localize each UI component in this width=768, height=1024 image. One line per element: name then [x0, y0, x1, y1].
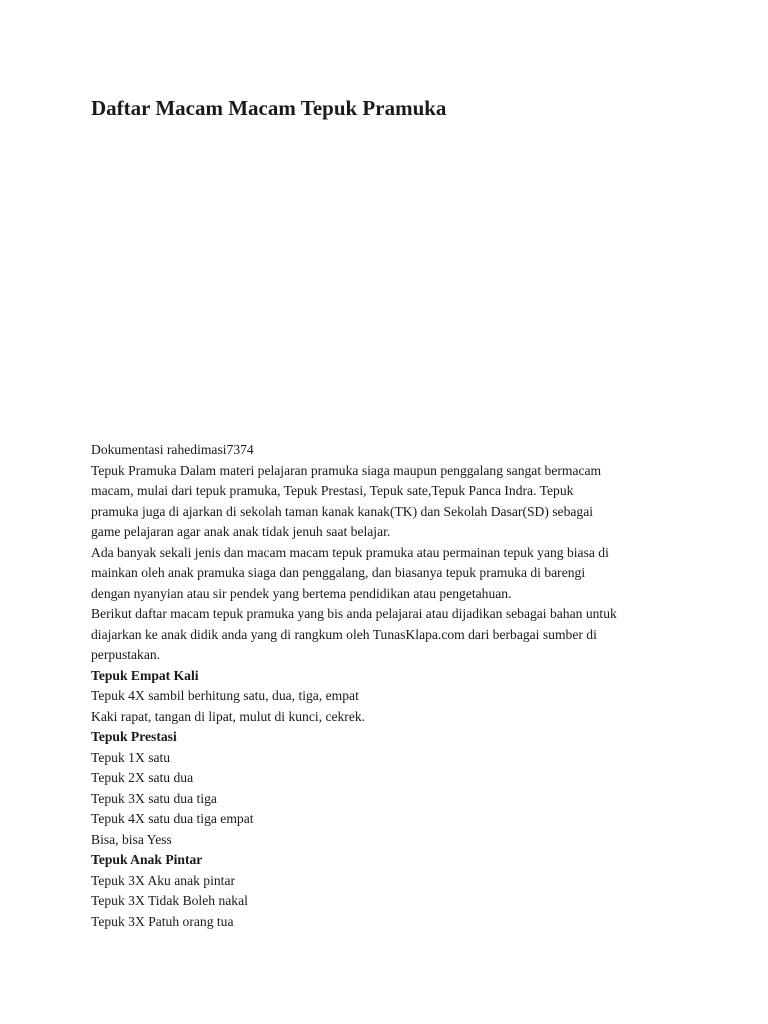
document-body: [91, 440, 691, 932]
section-line: Tepuk 3X Patuh orang tua: [91, 913, 234, 929]
section-line: Bisa, bisa Yess: [91, 831, 172, 847]
section-line: Tepuk 4X sambil berhitung satu, dua, tiga, empat: [91, 688, 359, 703]
section-heading: Tepuk Anak Pintar: [91, 852, 203, 867]
paragraph-line: perpustakan.: [91, 647, 161, 662]
paragraph-line: game pelajaran agar anak anak tidak jenuh saat belajar.: [91, 524, 391, 539]
section-line: Tepuk 3X satu dua tiga: [91, 790, 217, 806]
section-line: Tepuk 3X Tidak Boleh nakal: [91, 893, 248, 908]
section-heading: Tepuk Empat Kali: [91, 667, 199, 683]
paragraph-line: Ada banyak sekali jenis dan macam macam tepuk pramuka atau permainan tepuk yang biasa di: [91, 544, 609, 560]
page-title: Daftar Macam Macam Tepuk Pramuka: [91, 96, 447, 120]
paragraph-line: mainkan oleh anak pramuka siaga dan penggalang, dan biasanya tepuk pramuka di barengi: [91, 565, 586, 580]
section-line: Tepuk 4X satu dua tiga empat: [91, 811, 254, 826]
section-line: Kaki rapat, tangan di lipat, mulut di kunci, cekrek.: [91, 708, 366, 724]
paragraph-line: diajarkan ke anak didik anda yang di rangkum oleh TunasKlapa.com dari berbagai sumber di: [91, 626, 597, 642]
paragraph-line: Tepuk Pramuka Dalam materi pelajaran pramuka siaga maupun penggalang sangat bermacam: [91, 462, 602, 478]
paragraph-line: pramuka juga di ajarkan di sekolah taman kanak kanak(TK) dan Sekolah Dasar(SD) sebagai: [91, 503, 594, 519]
image-caption: Dokumentasi rahedimasi7374: [91, 442, 254, 457]
paragraph-line: dengan nyanyian atau sir pendek yang bertema pendidikan atau pengetahuan.: [91, 585, 512, 601]
section-line: Tepuk 3X Aku anak pintar: [91, 872, 236, 888]
section-line: Tepuk 2X satu dua: [91, 770, 194, 785]
paragraph-line: macam, mulai dari tepuk pramuka, Tepuk Prestasi, Tepuk sate,Tepuk Panca Indra. Tepuk: [91, 483, 574, 498]
section-line: Tepuk 1X satu: [91, 749, 171, 765]
section-heading: Tepuk Prestasi: [91, 729, 177, 744]
paragraph-line: Berikut daftar macam tepuk pramuka yang bis anda pelajarai atau dijadikan sebagai bahan untuk: [91, 606, 617, 621]
